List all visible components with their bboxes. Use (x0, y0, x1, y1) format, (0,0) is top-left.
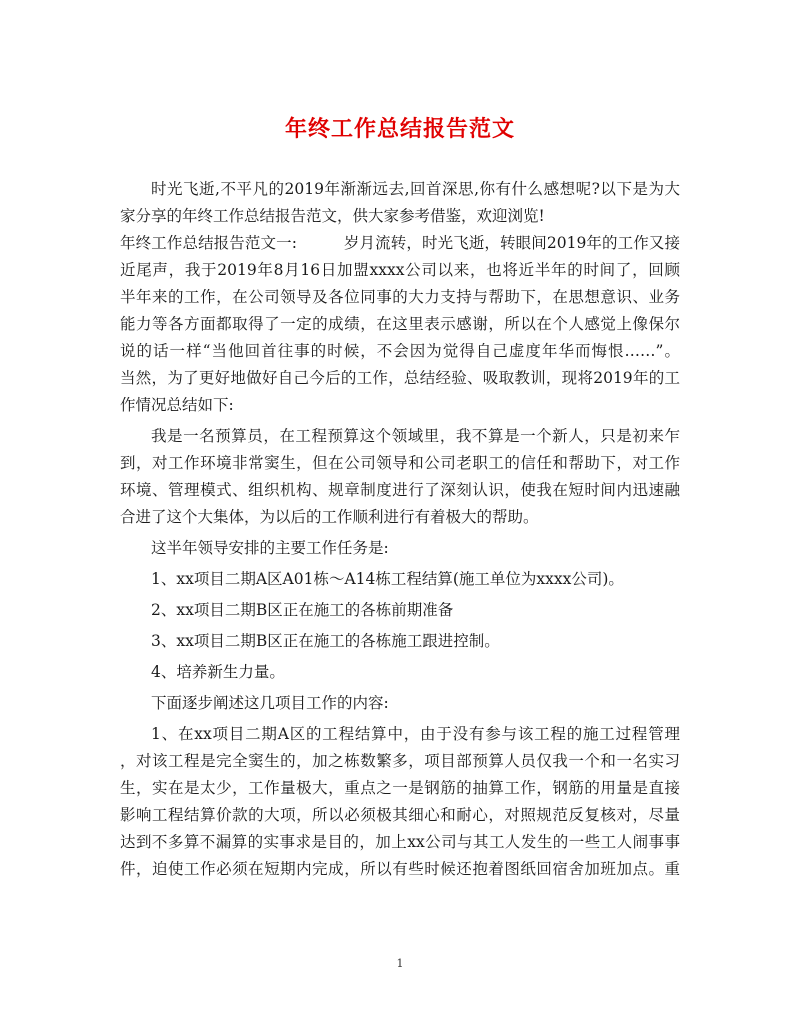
text-line: 2、xx项目二期B区正在施工的各栋前期准备 (151, 601, 454, 619)
text-line: 达到不多算不漏算的实事求是目的，加上xx公司与其工人发生的一些工人闹事事 (120, 833, 680, 851)
text-line: 能力等各方面都取得了一定的成绩，在这里表示感谢，所以在个人感觉上像保尔 (120, 315, 680, 333)
text-line: 家分享的年终工作总结报告范文，供大家参考借鉴，欢迎浏览! (120, 207, 545, 225)
text-line: 半年来的工作，在公司领导及各位同事的大力支持与帮助下，在思想意识、业务 (120, 288, 680, 306)
text-line: 3、xx项目二期B区正在施工的各栋施工跟进控制。 (151, 632, 500, 650)
text-line: 这半年领导安排的主要工作任务是: (151, 539, 389, 557)
text-line: ，对该工程是完全窦生的，加之栋数繁多，项目部预算人员仅我一个和一名实习 (120, 752, 680, 770)
text-line: 影响工程结算价款的大项，所以必须极其细心和耐心，对照规范反复核对，尽量 (120, 806, 680, 824)
document-body (120, 176, 680, 883)
text-line: 生，实在是太少，工作量极大，重点之一是钢筋的抽算工作，钢筋的用量是直接 (120, 779, 680, 797)
text-line: 环境、管理模式、组织机构、规章制度进行了深刻认识，使我在短时间内迅速融 (120, 481, 680, 499)
text-line: 合进了这个大集体，为以后的工作顺利进行有着极大的帮助。 (120, 508, 539, 526)
text-line: 1、xx项目二期A区A01栋～A14栋工程结算(施工单位为xxxx公司)。 (151, 570, 624, 588)
text-line: 下面逐步阐述这几项目工作的内容: (151, 694, 389, 712)
text-line: 当然，为了更好地做好自己今后的工作，总结经验、吸取教训，现将2019年的工 (120, 369, 680, 387)
text-line: 我是一名预算员，在工程预算这个领域里，我不算是一个新人，只是初来乍 (151, 427, 680, 445)
text-line: 时光飞逝,不平凡的2019年渐渐远去,回首深思,你有什么感想呢?以下是为大 (151, 180, 680, 198)
text-line: 年终工作总结报告范文一: 岁月流转，时光飞逝，转眼间2019年的工作又接 (120, 234, 680, 252)
text-line: 说的话一样“当他回首往事的时候，不会因为觉得自己虚度年华而悔恨……”。 (120, 342, 680, 360)
document-title: 年终工作总结报告范文 (284, 116, 515, 142)
text-line: 1、在xx项目二期A区的工程结算中，由于没有参与该工程的施工过程管理 (151, 725, 680, 743)
text-line: 近尾声，我于2019年8月16日加盟xxxx公司以来，也将近半年的时间了，回顾 (120, 261, 680, 279)
text-line: 件，迫使工作必须在短期内完成，所以有些时候还抱着图纸回宿舍加班加点。重 (120, 860, 680, 878)
page-number: 1 (396, 957, 404, 970)
text-line: 作情况总结如下: (120, 396, 234, 414)
text-line: 4、培养新生力量。 (151, 663, 285, 681)
text-line: 到，对工作环境非常窦生，但在公司领导和公司老职工的信任和帮助下，对工作 (120, 454, 680, 472)
